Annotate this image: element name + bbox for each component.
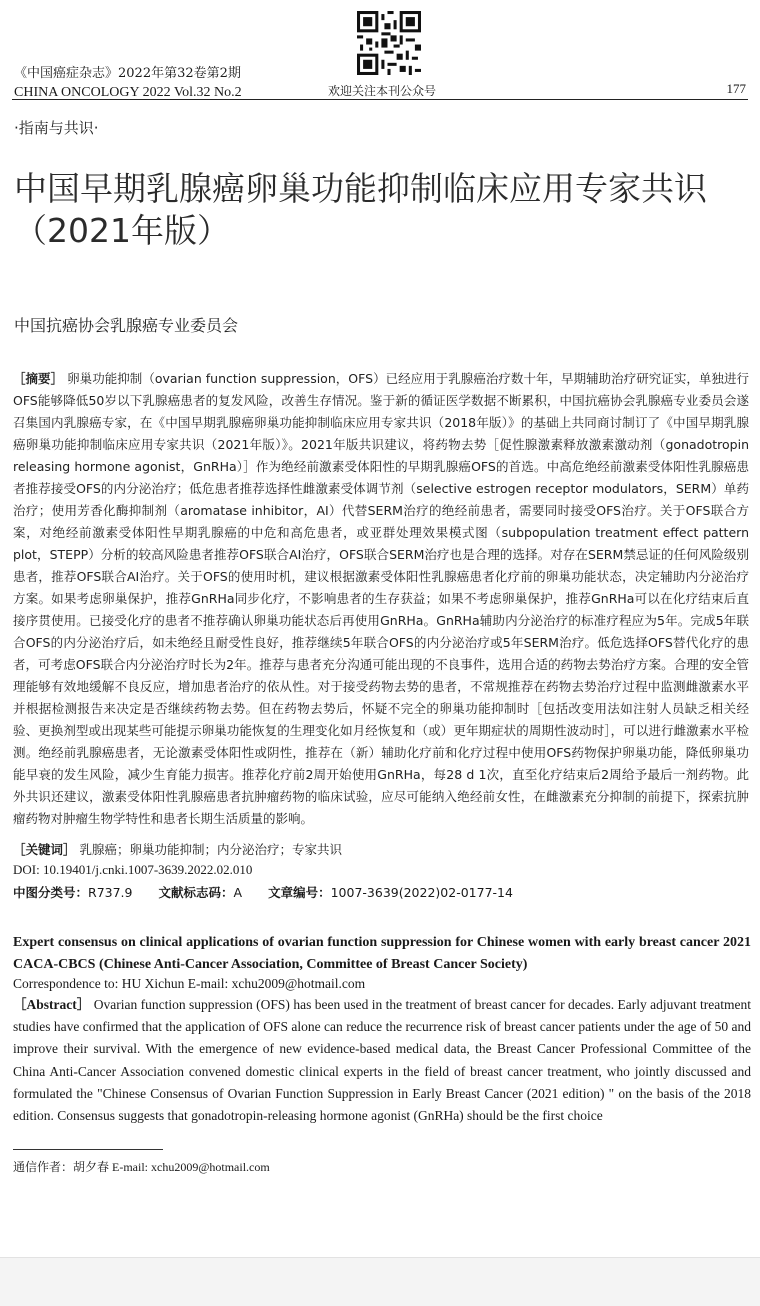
qr-code-icon xyxy=(357,11,421,75)
qr-caption: 欢迎关注本刊公众号 xyxy=(328,84,437,98)
abstract-en-text: Ovarian function suppression (OFS) has been used in the treatment of breast cancer for decades. Early adjuvant treatment studies have confirmed that the application of OFS alone can reduce the recurrence risk of breast cancer patients under the age of 50 and improve their survival. With the emergence of new evidence-based medical data, the Breast Cancer Professional Committee of the China Anti-Cancer Association convened domestic clinical experts in the field of breast cancer treatment, who jointly discussed and formulated the "Chinese Consensus of Ovarian Function Suppression in Early Breast Cancer (2021 edition) " on the basis of the 2018 edition. Consensus suggests that gonadotropin-releasing hormone agonist (GnRHa) should be the first choice xyxy=(13,997,751,1124)
section-tag: ·指南与共识· xyxy=(14,119,99,137)
page-number: 177 xyxy=(726,81,746,96)
abstract-cn xyxy=(13,368,749,830)
english-title: Expert consensus on clinical applications of ovarian function suppression for Chinese women with early breast cancer 2021 CACA-CBCS (Chinese Anti-Cancer Association, Committee of Breast Cancer Society) xyxy=(13,935,751,972)
classification-line xyxy=(13,883,513,901)
abstract-en xyxy=(13,994,751,1127)
keywords-label: ［关键词］ xyxy=(13,842,76,857)
abstract-cn-text: 卵巢功能抑制（ovarian function suppression，OFS）已经应用于乳腺癌治疗数十年，早期辅助治疗研究证实，单独进行OFS能够降低50岁以下乳腺癌患者的复发风险，改善生存情况。鉴于新的循证医学数据不断累积，中国抗癌协会乳腺癌专业委员会遂召集国内乳腺癌专家，在《中国早期乳腺癌卵巢功能抑制临床应用专家共识（2018年版）》的基础上共同商讨制订了《中国早期乳腺癌卵巢功能抑制临床应用专家共识（2021年版）》。2021年版共识建议，将药物去势［促性腺激素释放激素激动剂（gonadotropin releasing hormone agonist，GnRHa）］作为绝经前激素受体阳性的早期乳腺癌OFS的首选。中高危绝经前激素受体阳性乳腺癌患者推荐接受OFS的内分泌治疗；低危患者推荐选择性雌激素受体调节剂（selective estrogen receptor modulators，SERM）单药治疗；使用芳香化酶抑制剂（aromatase inhibitor，AI）代替SERM治疗的绝经前患者，需要同时接受OFS治疗。关于OFS联合方案，对绝经前激素受体阳性早期乳腺癌的中危和高危患者，或亚群处理效果模式图（subpopulation treatment effect pattern plot，STEPP）分析的较高风险患者推荐OFS联合AI治疗，OFS联合SERM治疗也是合理的选择。对存在SERM禁忌证的任何风险级别患者，推荐OFS联合AI治疗。关于OFS的使用时机，建议根据激素受体阳性乳腺癌患者化疗前的卵巢功能状态，决定辅助内分泌治疗方案。如果考虑卵巢保护，推荐GnRHa同步化疗，不影响患者的生存获益；如果不考虑卵巢保护，推荐GnRHa可以在化疗结束后直接序贯使用。已接受化疗的患者不推荐确认卵巢功能状态后再使用GnRHa。GnRHa辅助内分泌治疗的标准疗程应为5年。完成5年联合OFS的内分泌治疗后，如未绝经且耐受性良好，推荐继续5年联合OFS的内分泌治疗或5年SERM治疗。低危选择OFS替代化疗的患者，可考虑OFS联合内分泌治疗时长为2年。推荐与患者充分沟通可能出现的不良事件，选用合适的药物去势治疗方案。合理的安全管理能够有效地缓解不良反应，增加患者治疗的依从性。对于接受药物去势的患者，不常规推荐在药物去势治疗过程中监测雌激素水平并根据检测报告来决定是否继续药物去势。但在药物去势后，怀疑不完全的卵巢功能抑制时［包括改变用法如注射人员缺乏相关经验、更换剂型或出现某些可能提示卵巢功能恢复的生理变化如月经恢复和（或）更年期症状的周期性波动时］，可以进行雌激素水平检测。绝经前乳腺癌患者，无论激素受体阳性或阴性，推荐在（新）辅助化疗前和化疗过程中使用OFS药物保护卵巢功能，降低卵巢功能早衰的发生风险，减少生育能力损害。推荐化疗前2周开始使用GnRHa，每28 d 1次，直至化疗结束后2周给予最后一剂药物。此外共识还建议，激素受体阳性乳腺癌患者抗肿瘤药物的临床试验，应尽可能纳入绝经前女性，在雌激素充分抑制的前提下，探索抗肿瘤药物对肿瘤生物学特性和患者长期生活质量的影响。 xyxy=(13,371,749,826)
header-divider xyxy=(12,99,748,100)
doc-code-label: 文献标志码： xyxy=(158,885,234,900)
journal-name-cn: 《中国癌症杂志》2022年第32卷第2期 xyxy=(14,66,241,81)
correspondence: Correspondence to: HU Xichun E-mail: xchu2009@hotmail.com xyxy=(13,976,366,991)
journal-name-en: CHINA ONCOLOGY 2022 Vol.32 No.2 xyxy=(14,85,242,100)
footnote-divider xyxy=(13,1149,163,1150)
keywords xyxy=(13,840,342,858)
page-bottom-band xyxy=(0,1257,760,1306)
clc-label: 中图分类号： xyxy=(13,885,89,900)
clc-value: R737.9 xyxy=(88,885,133,900)
footnote: 通信作者：胡夕春 E-mail: xchu2009@hotmail.com xyxy=(13,1160,270,1174)
abstract-cn-label: ［摘要］ xyxy=(13,371,64,386)
article-title: 中国早期乳腺癌卵巢功能抑制临床应用专家共识（2021年版） xyxy=(14,169,707,250)
doi: DOI: 10.19401/j.cnki.1007-3639.2022.02.010 xyxy=(13,862,253,877)
keywords-text: 乳腺癌；卵巢功能抑制；内分泌治疗；专家共识 xyxy=(79,842,343,857)
author: 中国抗癌协会乳腺癌专业委员会 xyxy=(14,316,239,335)
article-id-value: 1007-3639(2022)02-0177-14 xyxy=(330,885,513,900)
article-id-label: 文章编号： xyxy=(268,885,331,900)
abstract-en-label: ［Abstract］ xyxy=(13,997,91,1012)
journal-header xyxy=(14,64,242,102)
doc-code-value: A xyxy=(233,885,243,900)
